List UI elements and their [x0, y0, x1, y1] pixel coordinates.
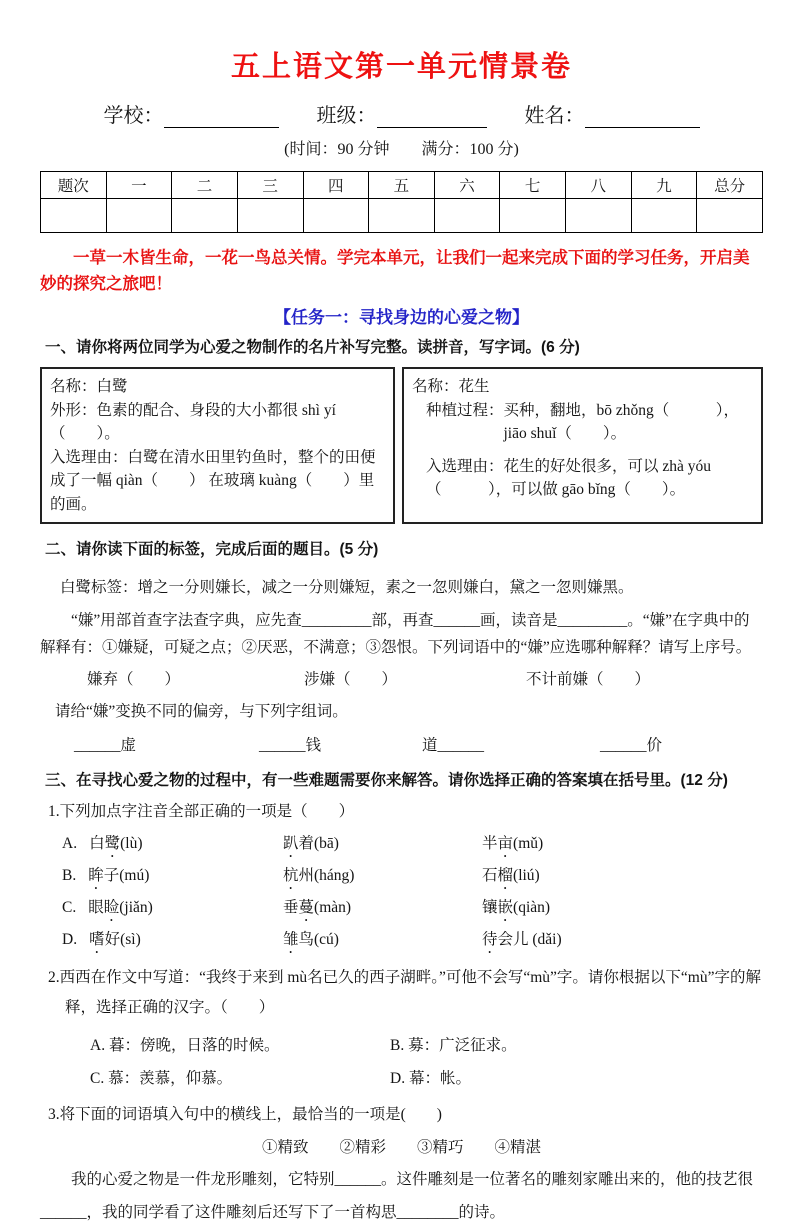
- word-part: 白: [89, 835, 105, 852]
- score-header-cell: 八: [566, 172, 632, 199]
- xian-words-row: [40, 667, 763, 689]
- option-letter: B.: [62, 867, 77, 884]
- school-field: [104, 99, 279, 128]
- q1-b-item3: [482, 862, 763, 893]
- score-table: [40, 171, 763, 233]
- q1-d-item1: [62, 926, 283, 957]
- name-label: 姓名：: [524, 105, 585, 127]
- class-field: [317, 99, 487, 128]
- dotted-char: 亩: [497, 835, 514, 852]
- q1-b-item2: [283, 862, 482, 893]
- dotted-char: 待: [482, 931, 498, 948]
- word-part: 镶: [482, 899, 498, 916]
- section2-heading: 二、请你读下面的标签，完成后面的题目。(5 分): [45, 541, 379, 558]
- word-xianqi: 嫌弃（ ）: [87, 671, 181, 688]
- time-score-note: (时间：90 分钟 满分：100 分): [284, 141, 519, 158]
- unit-intro-text: 一草一木皆生命，一花一鸟总关情。学完本单元，让我们一起来完成下面的学习任务，开启美妙的探究之旅吧！: [40, 249, 750, 293]
- question3-stem: 3.将下面的词语填入句中的横线上，最恰当的一项是( ): [48, 1106, 442, 1123]
- school-label: 学校：: [103, 105, 164, 127]
- question2-stem: 2.西西在作文中写道：“我终于来到 mù名已久的西子湖畔。”可他不会写“mù”字。请你根据以下“mù”字的解释，选择正确的汉字。（ ）: [48, 969, 761, 1016]
- class-blank-underline: [377, 104, 487, 128]
- score-cell: [631, 199, 697, 233]
- q1-c-item1: [62, 894, 283, 925]
- combine-item-jia: ______价: [600, 737, 663, 754]
- score-cell: [434, 199, 500, 233]
- school-blank-underline: [164, 104, 279, 128]
- class-label: 班级：: [316, 105, 377, 127]
- word-part: 半: [482, 835, 498, 852]
- score-cell: [369, 199, 435, 233]
- question3-paragraph: 我的心爱之物是一件龙形雕刻，它特别______。这件雕刻是一位著名的雕刻家雕出来的，他的技艺很______，我的同学看了这件雕刻后还写下了一首构思________的诗。: [40, 1171, 754, 1221]
- score-cell: [237, 199, 303, 233]
- q1-a-item3: [482, 830, 763, 861]
- section3-heading: 三、在寻找心爱之物的过程中，有一些难题需要你来解答。请你选择正确的答案填在括号里。(12 分): [45, 772, 728, 789]
- word-part: (lù): [120, 835, 143, 852]
- option-letter: D.: [62, 931, 78, 948]
- score-header-cell: 三: [237, 172, 303, 199]
- section1-heading: 一、请你将两位同学为心爱之物制作的名片补写完整。读拼音，写字词。(6 分): [45, 339, 580, 356]
- score-header-cell: 一: [106, 172, 172, 199]
- dotted-char: 嵌: [497, 899, 514, 916]
- q1-d-item2: [283, 926, 482, 957]
- egret-label-line: 白鹭标签：增之一分则嫌长，减之一分则嫌短，素之一忽则嫌白，黛之一忽则嫌黑。: [60, 579, 634, 596]
- card-egret-shape: 外形：色素的配合、身段的大小都很 shì yí（ ）。: [50, 401, 336, 442]
- page-title: 五上语文第一单元情景卷: [230, 51, 572, 83]
- word-part: 鸟(cú): [298, 931, 339, 948]
- card-egret-name: 名称：白鹭: [50, 378, 128, 395]
- radical-prompt: 请给“嫌”变换不同的偏旁，与下列字组词。: [55, 703, 348, 720]
- score-cell: [106, 199, 172, 233]
- dotted-char: 睑: [103, 899, 120, 916]
- score-header-cell: 七: [500, 172, 566, 199]
- dotted-char: 嗜: [89, 931, 105, 948]
- dotted-char: 趴: [283, 835, 299, 852]
- word-part: 着(bā): [298, 835, 339, 852]
- word-part: (jiǎn): [119, 899, 153, 916]
- score-header-cell: 四: [303, 172, 369, 199]
- combine-item-dao: 道______: [422, 737, 485, 754]
- dotted-char: 鹭: [104, 835, 121, 852]
- dictionary-question-paragraph: “嫌”用部首查字法查字典，应先查_________部，再查______画，读音是_________。“嫌”在字典中的解释有：①嫌疑，可疑之点；②厌恶，不满意；③怨恨。下列词语中的“嫌”应选哪种解释？请写上序号。: [40, 612, 752, 656]
- q1-c-item2: [283, 894, 482, 925]
- q2-options-row1: [40, 1029, 763, 1062]
- card-peanut-process-line1: 种植过程：买种，翻地，bō zhǒng（ ），: [425, 401, 739, 419]
- dotted-char: 蔓: [298, 899, 315, 916]
- word-part: (mǔ): [513, 835, 544, 852]
- dotted-char: 杭: [283, 867, 299, 884]
- word-part: 眼: [88, 899, 104, 916]
- dotted-char: 眸: [88, 867, 104, 884]
- dotted-char: 榴: [497, 867, 514, 884]
- score-cell: [172, 199, 238, 233]
- dotted-char: 雏: [283, 931, 299, 948]
- word-part: 石: [482, 867, 498, 884]
- student-info-line: [40, 99, 763, 128]
- combine-item-xu: ______虚: [74, 737, 137, 754]
- word-part: 好(sì): [104, 931, 141, 948]
- q1-a-item1: [62, 830, 283, 861]
- card-peanut-process-line2: jiāo shuǐ（ ）。: [503, 425, 627, 442]
- card-egret-reason: 入选理由：白鹭在清水田里钓鱼时，整个的田便成了一幅 qiàn（ ） 在玻璃 kuàng（ ）里的画。: [50, 448, 376, 513]
- word-part: (qiàn): [513, 899, 551, 916]
- q1-c-item3: [482, 894, 763, 925]
- q1-a-item2: [283, 830, 482, 861]
- card-egret: [40, 367, 395, 524]
- card-peanut: [402, 367, 763, 524]
- word-shexian: 涉嫌（ ）: [304, 671, 398, 688]
- score-cell: [500, 199, 566, 233]
- name-cards: [40, 367, 763, 524]
- combine-words-row: [40, 733, 763, 755]
- word-part: 垂: [283, 899, 299, 916]
- score-cell: [303, 199, 369, 233]
- q1-option-c: [40, 894, 763, 925]
- q2-options-row2: [40, 1062, 763, 1095]
- question1-stem: 1.下列加点字注音全部正确的一项是（ ）: [48, 803, 355, 820]
- q2-option-c: C. 慕：羡慕，仰慕。: [90, 1070, 233, 1087]
- card-peanut-reason: 入选理由：花生的好处很多，可以 zhà yóu（ ），可以做 gāo bǐng（ ）。: [425, 457, 711, 498]
- question1-options: [40, 830, 763, 957]
- q2-option-d: D. 幕：帐。: [390, 1070, 471, 1087]
- name-field: [525, 99, 700, 128]
- q1-option-a: [40, 830, 763, 861]
- score-table-empty-row: [41, 199, 763, 233]
- q1-option-d: [40, 926, 763, 957]
- word-part: (màn): [314, 899, 352, 916]
- combine-item-qian: ______钱: [259, 737, 322, 754]
- score-header-cell: 总分: [697, 172, 763, 199]
- name-blank-underline: [585, 104, 700, 128]
- q1-d-item3: [482, 926, 763, 957]
- card-peanut-name: 名称：花生: [412, 378, 490, 395]
- q1-b-item1: [62, 862, 283, 893]
- card-peanut-process: [426, 399, 753, 446]
- score-header-cell: 六: [434, 172, 500, 199]
- score-header-cell: 五: [369, 172, 435, 199]
- score-header-cell: 九: [631, 172, 697, 199]
- q2-option-a: A. 暮：傍晚，日落的时候。: [90, 1037, 280, 1054]
- q2-option-b: B. 募：广泛征求。: [390, 1037, 517, 1054]
- question3-choices: ①精致 ②精彩 ③精巧 ④精湛: [261, 1139, 541, 1156]
- word-part: 会儿 (dǎi): [497, 931, 562, 948]
- score-header-cell: 题次: [41, 172, 107, 199]
- word-part: 州(háng): [298, 867, 355, 884]
- q1-option-b: [40, 862, 763, 893]
- task1-header: 【任务一：寻找身边的心爱之物】: [274, 308, 529, 327]
- word-part: (liú): [513, 867, 540, 884]
- score-cell: [566, 199, 632, 233]
- question2-options: [40, 1029, 763, 1095]
- word-part: 子(mú): [103, 867, 150, 884]
- score-cell: [697, 199, 763, 233]
- option-letter: C.: [62, 899, 77, 916]
- score-cell: [41, 199, 107, 233]
- score-header-cell: 二: [172, 172, 238, 199]
- word-bujiqianxian: 不计前嫌（ ）: [526, 671, 651, 688]
- score-table-header-row: [41, 172, 763, 199]
- option-letter: A.: [62, 835, 78, 852]
